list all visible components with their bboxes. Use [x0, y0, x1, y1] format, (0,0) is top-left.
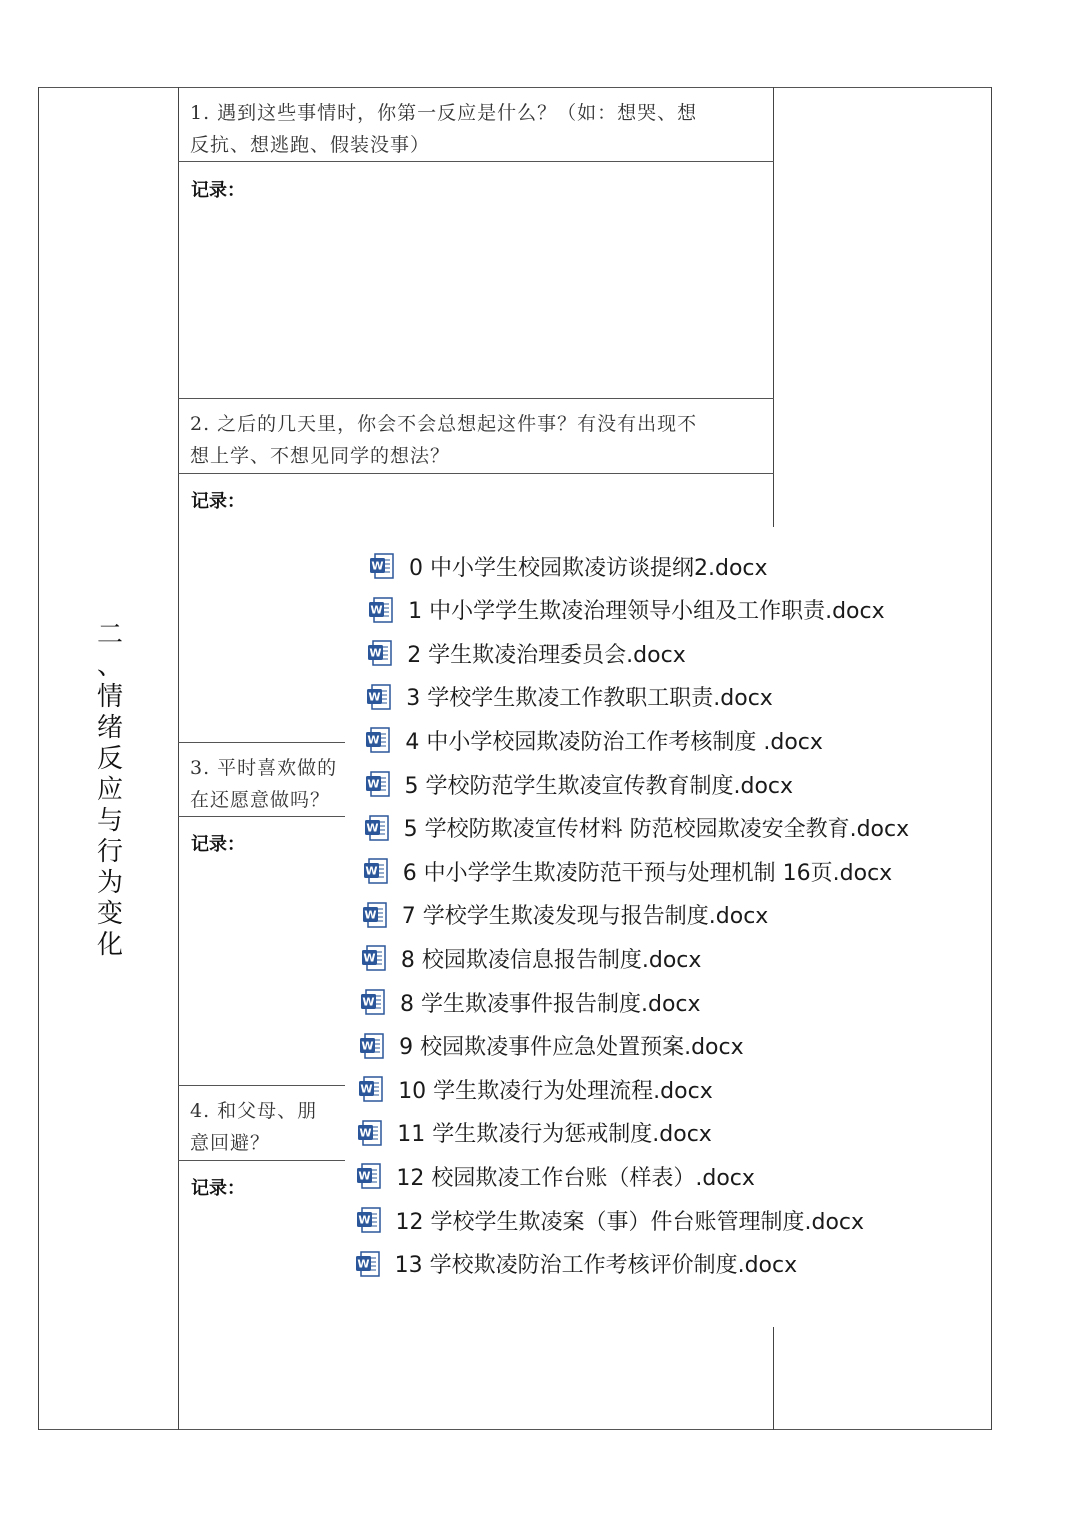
record-label: 记录：: [191, 491, 245, 512]
svg-text:W: W: [361, 1039, 374, 1053]
table-bottom-border: [38, 1429, 992, 1430]
question-line: 4. 和父母、朋: [190, 1100, 318, 1122]
file-item[interactable]: [365, 722, 823, 758]
file-name: 11 学生欺凌行为惩戒制度.docx: [397, 1122, 712, 1148]
svg-text:W: W: [368, 690, 381, 704]
svg-text:W: W: [360, 1082, 373, 1096]
file-name: 10 学生欺凌行为处理流程.docx: [398, 1078, 713, 1104]
svg-text:W: W: [363, 951, 376, 965]
word-document-icon: [361, 944, 387, 972]
question-line: 1. 遇到这些事情时，你第一反应是什么？（如：想哭、想: [190, 102, 698, 124]
row-divider: [178, 473, 774, 474]
table-right-border: [991, 87, 992, 1430]
file-name: 12 学校学生欺凌案（事）件台账管理制度.docx: [395, 1209, 865, 1235]
question-line: 反抗、想逃跑、假装没事）: [190, 134, 431, 156]
file-item[interactable]: [356, 1158, 755, 1194]
word-document-icon: [365, 770, 391, 798]
file-item[interactable]: [356, 1202, 865, 1238]
svg-text:W: W: [357, 1213, 371, 1227]
question-line: 意回避？: [190, 1132, 271, 1154]
file-name: 5 学校防欺凌宣传材料 防范校园欺凌安全教育.docx: [403, 817, 910, 843]
svg-text:W: W: [371, 559, 384, 573]
svg-text:W: W: [358, 1169, 371, 1183]
file-name: 8 校园欺凌信息报告制度.docx: [400, 947, 702, 973]
question-4: [190, 1095, 317, 1159]
word-document-icon: [369, 552, 395, 580]
word-document-icon: [362, 901, 388, 929]
section-title: [88, 620, 132, 961]
question-line: 在还愿意做吗？: [190, 789, 331, 811]
file-item[interactable]: [357, 1115, 712, 1151]
word-document-icon: [360, 988, 386, 1016]
question-1: [190, 97, 697, 161]
question-line: 2. 之后的几天里，你会不会总想起这件事？有没有出现不: [190, 413, 698, 435]
svg-text:W: W: [365, 864, 378, 878]
question-line: 想上学、不想见同学的想法？: [190, 445, 451, 467]
section-title-char: 与: [96, 806, 123, 836]
file-name: 8 学生欺凌事件报告制度.docx: [400, 991, 701, 1017]
svg-text:W: W: [362, 995, 375, 1009]
file-name: 6 中小学学生欺凌防范干预与处理机制 16页.docx: [402, 860, 893, 886]
record-label: 记录：: [191, 834, 245, 855]
file-item[interactable]: [369, 548, 768, 584]
svg-text:W: W: [366, 821, 379, 835]
section-title-char: 化: [96, 930, 123, 960]
table-left-border: [38, 87, 39, 1430]
word-document-icon: [366, 683, 392, 711]
question-line: 3. 平时喜欢做的: [190, 757, 338, 779]
file-item[interactable]: [360, 984, 701, 1020]
section-title-char: 为: [96, 868, 123, 898]
word-document-icon: [367, 639, 393, 667]
svg-text:W: W: [370, 603, 383, 617]
word-document-icon: [358, 1075, 384, 1103]
svg-text:W: W: [366, 777, 380, 791]
svg-text:W: W: [357, 1257, 370, 1271]
word-document-icon: [368, 596, 394, 624]
section-title-char: 行: [96, 837, 123, 867]
file-item[interactable]: [362, 897, 769, 933]
section-title-char: 绪: [96, 713, 123, 743]
file-name: 4 中小学校园欺凌防治工作考核制度 .docx: [405, 729, 823, 755]
word-document-icon: [364, 814, 390, 842]
word-document-icon: [357, 1119, 383, 1147]
file-name: 3 学校学生欺凌工作教职工职责.docx: [406, 686, 773, 712]
word-document-icon: [356, 1162, 382, 1190]
svg-text:W: W: [367, 733, 380, 747]
word-document-icon: [365, 726, 391, 754]
table-col1-divider: [178, 87, 179, 1430]
word-document-icon: [359, 1032, 385, 1060]
file-item[interactable]: [363, 853, 893, 889]
file-item[interactable]: [358, 1071, 713, 1107]
question-3: [190, 752, 337, 816]
word-document-icon: [356, 1206, 382, 1234]
section-title-char: 变: [96, 899, 123, 929]
word-document-icon: [363, 857, 389, 885]
file-item[interactable]: [361, 940, 702, 976]
svg-text:W: W: [359, 1126, 372, 1140]
svg-text:W: W: [369, 646, 382, 660]
record-label: 记录：: [191, 180, 245, 201]
file-name: 9 校园欺凌事件应急处置预案.docx: [399, 1035, 744, 1061]
file-name: 5 学校防范学生欺凌宣传教育制度.docx: [404, 773, 794, 799]
word-document-icon: [355, 1250, 381, 1278]
record-label: 记录：: [191, 1178, 245, 1199]
section-title-char: 反: [96, 744, 123, 774]
file-name: 13 学校欺凌防治工作考核评价制度.docx: [394, 1253, 798, 1279]
file-name: 2 学生欺凌治理委员会.docx: [407, 642, 686, 668]
question-2: [190, 408, 697, 472]
section-title-char: 二: [96, 620, 123, 650]
file-name: 7 学校学生欺凌发现与报告制度.docx: [401, 904, 769, 930]
section-title-char: 情: [96, 682, 123, 712]
file-name: 12 校园欺凌工作台账（样表）.docx: [396, 1165, 755, 1191]
file-item[interactable]: [359, 1028, 744, 1064]
file-name: 1 中小学学生欺凌治理领导小组及工作职责.docx: [408, 599, 885, 625]
row-divider: [178, 398, 774, 399]
file-item[interactable]: [365, 766, 794, 802]
file-item[interactable]: [355, 1246, 798, 1282]
file-name: 0 中小学生校园欺凌访谈提纲2.docx: [409, 555, 768, 581]
table-top-border: [38, 87, 992, 88]
row-divider: [178, 161, 774, 162]
file-item[interactable]: [367, 635, 686, 671]
file-item[interactable]: [368, 592, 885, 628]
file-item[interactable]: [366, 679, 773, 715]
section-title-char: 应: [96, 775, 123, 805]
section-title-char: 、: [96, 651, 123, 681]
file-item[interactable]: [364, 810, 910, 846]
svg-text:W: W: [364, 908, 377, 922]
